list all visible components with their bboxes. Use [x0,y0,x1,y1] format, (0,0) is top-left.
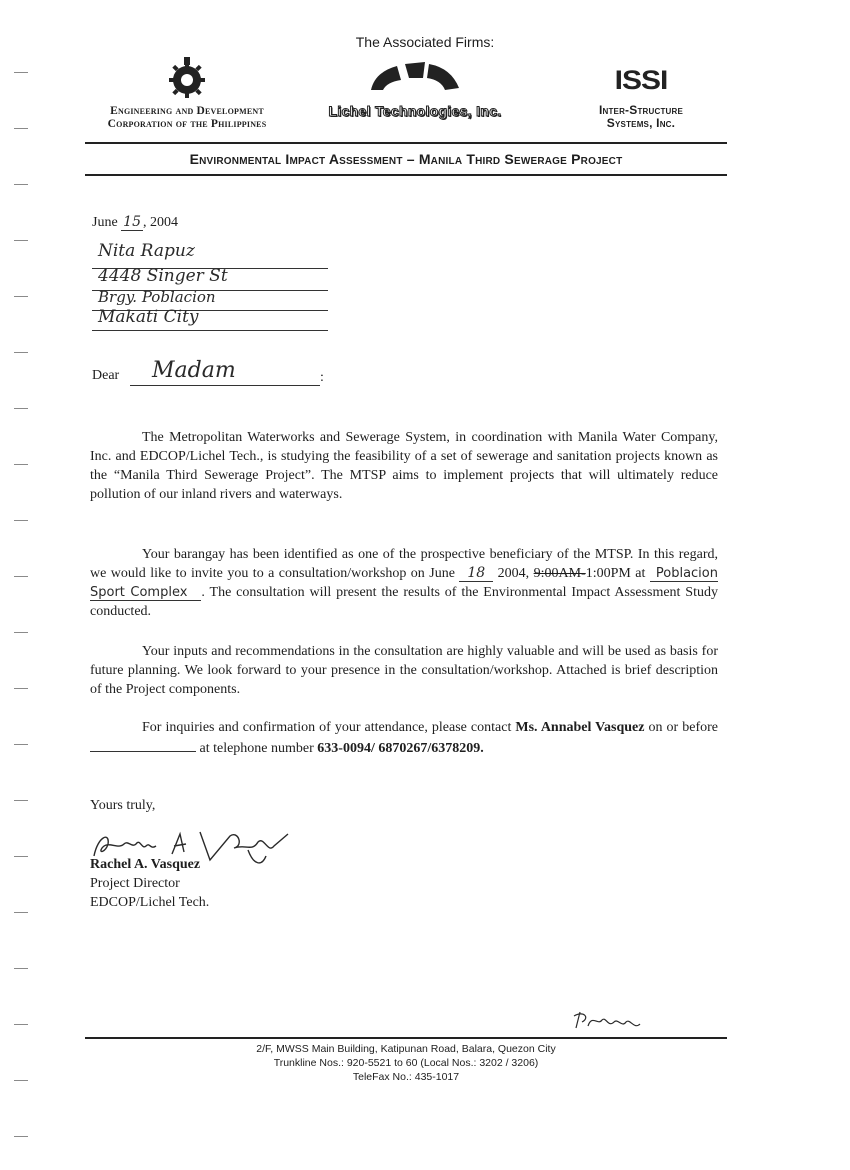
p2-part-c: . The consultation will present the results of the Environmental Impact Assessment Study conducted. [90,585,718,619]
paragraph-4 [90,718,718,758]
signatory-title: Project Director [90,876,180,891]
salutation-colon: : [320,370,324,385]
p2-time: 1:00PM at [585,566,650,581]
footer-address: 2/F, MWSS Main Building, Katipunan Road, Balara, Quezon City [256,1043,556,1055]
margin-mark [14,576,28,577]
edcop-gear-logo-icon [167,56,207,100]
closing: Yours truly, [90,798,156,813]
p4-contact: Ms. Annabel Vasquez [515,720,645,735]
margin-mark [14,912,28,913]
issi-name-line1: Inter-Structure [598,103,684,117]
paragraph-1-text: The Metropolitan Waterworks and Sewerage System, in coordination with Manila Water Company, Inc. and EDCOP/Lichel Tech., is studying the feasibility of a set of sewerage and sanitation projects known as the “Manila Third Sewerage Project”. The MTSP aims to implement projects that will ultimately reduce pollution of our inland rivers and waterways. [90,430,718,502]
address-line-1: Nita Rapuz [98,241,195,261]
lichel-arch-logo-icon [365,56,465,92]
paragraph-3 [90,642,718,699]
footer-rule [85,1037,727,1039]
header-rule-bottom [85,174,727,176]
margin-mark [14,240,28,241]
paragraph-2-text [90,545,718,621]
associated-firms-label: The Associated Firms: [355,34,495,50]
letter-date [92,214,178,231]
p4-part-a: For inquiries and confirmation of your attendance, please contact [142,720,516,735]
initials-icon [570,1008,650,1036]
p2-struck-time: 9:00AM- [533,566,586,581]
margin-mark [14,632,28,633]
margin-mark [14,408,28,409]
p2-day: 18 [459,565,493,582]
margin-mark [14,352,28,353]
date-suffix: , 2004 [143,215,178,230]
p4-phone: 633-0094/ 6870267/6378209. [317,741,484,756]
firm-lichel [300,56,530,119]
paragraph-2 [90,545,718,621]
paragraph-1 [90,428,718,504]
p2-part-b: 2004, [493,566,534,581]
date-prefix: June [92,215,122,230]
margin-mark [14,968,28,969]
lichel-name: Lichel Technologies, Inc. [328,103,502,119]
signatory-org: EDCOP/Lichel Tech. [90,895,210,910]
signatory-name: Rachel A. Vasquez [90,857,201,872]
footer-trunkline: Trunkline Nos.: 920-5521 to 60 (Local Nos.: 3202 / 3206) [273,1057,539,1069]
salutation-rule [130,385,320,386]
margin-mark [14,184,28,185]
margin-mark [14,520,28,521]
margin-mark [14,856,28,857]
firm-issi [526,56,756,130]
margin-mark [14,1024,28,1025]
address-rule [92,330,328,331]
date-day: 15 [123,214,141,230]
edcop-name-line1: Engineering and Development [110,105,264,117]
footer-telefax: TeleFax No.: 435-1017 [352,1071,460,1083]
issi-name-line2: Systems, Inc. [606,116,676,130]
salutation-name: Madam [152,358,236,383]
margin-mark [14,688,28,689]
margin-mark [14,464,28,465]
paragraph-3-text: Your inputs and recommendations in the consultation are highly valuable and will be used as basis for future planning. We look forward to your presence in the consultation/workshop. Attached is brief description of the Project components. [90,644,718,697]
p4-date-blank [90,737,196,752]
issi-logo: ISSI [614,65,668,96]
paragraph-4-text [90,718,718,758]
margin-mark [14,744,28,745]
address-line-2: 4448 Singer St [98,266,228,286]
salutation: Dear [92,368,120,383]
address-line-3: Brgy. Poblacion [98,288,216,306]
p4-part-b: on or before [644,720,718,735]
firm-edcop [72,56,302,131]
margin-mark [14,128,28,129]
p4-part-c: at telephone number [196,741,318,756]
margin-mark [14,72,28,73]
margin-mark [14,800,28,801]
footer [85,1042,727,1084]
margin-mark [14,1080,28,1081]
project-title: Environmental Impact Assessment – Manila Third Sewerage Project [189,151,623,167]
margin-mark [14,1136,28,1137]
p2-part-a: Your barangay has been identified as one of the prospective beneficiary of the MTSP. In this regard, we would like to invite you to a consultation/workshop on June [90,547,718,581]
p2-venue: Poblacion Sport Complex [90,566,718,600]
address-line-4: Makati City [98,307,199,327]
edcop-name-line2: Corporation of the Philippines [107,118,267,130]
margin-mark [14,296,28,297]
header-rule-top [85,142,727,144]
